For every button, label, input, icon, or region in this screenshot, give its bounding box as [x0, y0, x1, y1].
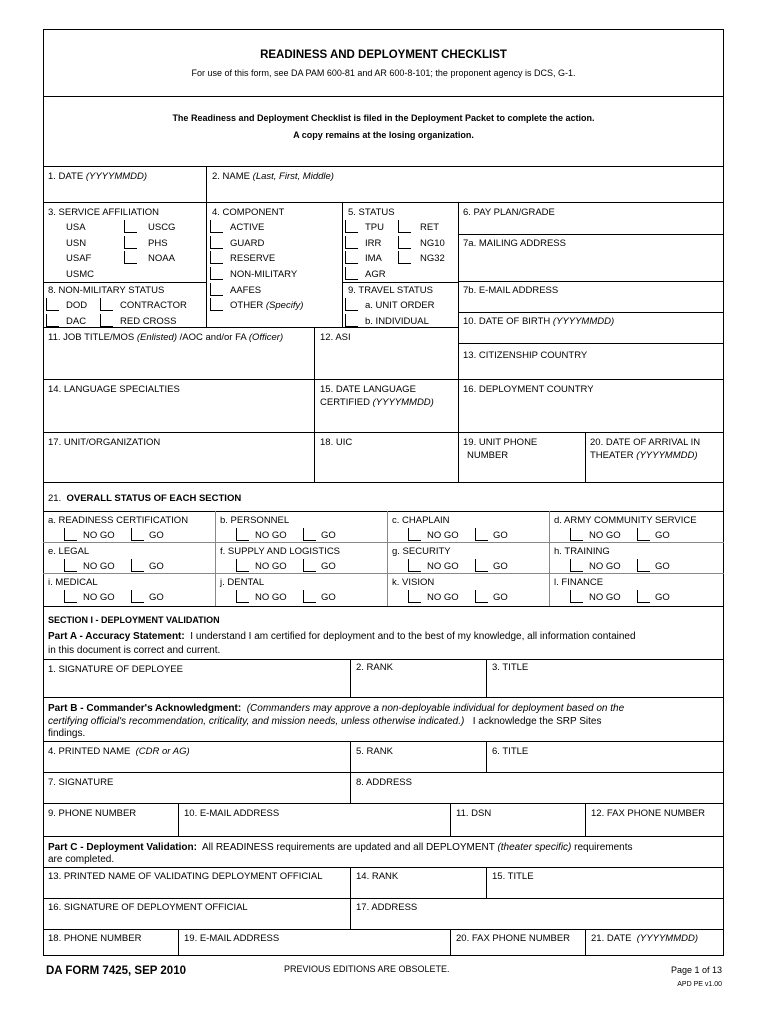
citizenship-label: 13. CITIZENSHIP COUNTRY — [463, 350, 588, 361]
no-go-label: NO GO — [255, 530, 287, 541]
title-15-label: 15. TITLE — [492, 871, 534, 882]
no-go-label: NO GO — [589, 561, 621, 572]
opt-aafes: AAFES — [230, 285, 262, 296]
date-label: 1. DATE (YYYYMMDD) — [48, 171, 148, 182]
email-7b-label: 7b. E-MAIL ADDRESS — [463, 285, 559, 296]
go-checkbox[interactable] — [303, 559, 316, 572]
rank-14-label: 14. RANK — [356, 871, 399, 882]
grid-divider — [43, 542, 724, 543]
signature-7-label: 7. SIGNATURE — [48, 777, 114, 788]
overall-section-label: k. VISION — [392, 577, 435, 588]
language-date-label-2: CERTIFIED (YYYYMMDD) — [320, 397, 434, 408]
opt-irr: IRR — [365, 238, 382, 249]
go-checkbox[interactable] — [475, 528, 488, 541]
asi-label: 12. ASI — [320, 332, 351, 343]
no-go-checkbox[interactable] — [570, 559, 583, 572]
opt-phs: PHS — [148, 238, 168, 249]
no-go-label: NO GO — [589, 592, 621, 603]
agr-checkbox[interactable] — [345, 267, 358, 280]
opt-non-military: NON-MILITARY — [230, 269, 298, 280]
no-go-checkbox[interactable] — [570, 528, 583, 541]
phone-18-label: 18. PHONE NUMBER — [48, 933, 142, 944]
dod-checkbox[interactable] — [46, 298, 59, 311]
go-label: GO — [655, 530, 670, 541]
opt-usmc: USMC — [66, 269, 94, 280]
opt-ng10: NG10 — [420, 238, 445, 249]
grid-column-divider — [549, 511, 550, 606]
opt-ima: IMA — [365, 253, 382, 264]
arrival-label-1: 20. DATE OF ARRIVAL IN — [590, 437, 701, 448]
address-8-label: 8. ADDRESS — [356, 777, 412, 788]
uic-label: 18. UIC — [320, 437, 353, 448]
part-b-statement-2: certifying official's recommendation, criticality, and mission needs, unless otherwise indicated.) I acknowledge the SRP Sites — [48, 716, 602, 727]
overall-section-label: g. SECURITY — [392, 546, 451, 557]
opt-ng32: NG32 — [420, 253, 445, 264]
email-19-label: 19. E-MAIL ADDRESS — [184, 933, 280, 944]
no-go-checkbox[interactable] — [64, 528, 77, 541]
form-subtitle: For use of this form, see DA PAM 600-81 and AR 600-8-101; the proponent agency is DCS, G-1. — [191, 68, 576, 78]
rank-5-label: 5. RANK — [356, 746, 393, 757]
opt-usaf: USAF — [66, 253, 92, 264]
unit-label: 17. UNIT/ORGANIZATION — [48, 437, 161, 448]
individual-checkbox[interactable] — [345, 314, 358, 327]
opt-usn: USN — [66, 238, 87, 249]
dac-checkbox[interactable] — [46, 314, 59, 327]
overall-section-label: l. FINANCE — [554, 577, 604, 588]
opt-dac: DAC — [66, 316, 87, 327]
go-checkbox[interactable] — [637, 590, 650, 603]
signature-16-label: 16. SIGNATURE OF DEPLOYMENT OFFICIAL — [48, 902, 248, 913]
no-go-label: NO GO — [589, 530, 621, 541]
go-checkbox[interactable] — [637, 559, 650, 572]
obsolete-notice: PREVIOUS EDITIONS ARE OBSOLETE. — [284, 964, 450, 974]
go-checkbox[interactable] — [131, 528, 144, 541]
aafes-checkbox[interactable] — [210, 283, 223, 296]
go-label: GO — [149, 592, 164, 603]
no-go-label: NO GO — [427, 561, 459, 572]
go-checkbox[interactable] — [475, 590, 488, 603]
date-21-label: 21. DATE (YYYYMMDD) — [591, 933, 698, 944]
non-military-checkbox[interactable] — [210, 267, 223, 280]
red-cross-checkbox[interactable] — [100, 314, 113, 327]
go-checkbox[interactable] — [131, 590, 144, 603]
overall-section-label: j. DENTAL — [220, 577, 265, 588]
go-label: GO — [321, 561, 336, 572]
page-number: Page 1 of 13 — [670, 965, 722, 975]
overall-section-label: c. CHAPLAIN — [392, 515, 450, 526]
no-go-checkbox[interactable] — [236, 559, 249, 572]
no-go-checkbox[interactable] — [236, 590, 249, 603]
go-label: GO — [493, 592, 508, 603]
fax-20-label: 20. FAX PHONE NUMBER — [456, 933, 571, 944]
usn-checkbox[interactable] — [124, 236, 137, 249]
overall-section-label: d. ARMY COMMUNITY SERVICE — [554, 515, 697, 526]
no-go-checkbox[interactable] — [408, 559, 421, 572]
opt-active: ACTIVE — [230, 222, 265, 233]
status-label: 5. STATUS — [348, 207, 395, 218]
go-checkbox[interactable] — [303, 528, 316, 541]
deployment-country-label: 16. DEPLOYMENT COUNTRY — [463, 384, 594, 395]
go-label: GO — [655, 561, 670, 572]
go-label: GO — [149, 530, 164, 541]
usaf-checkbox[interactable] — [124, 251, 137, 264]
part-c-statement: Part C - Deployment Validation: All READINESS requirements are updated and all DEPLOYMENT (theater specific) requirements — [48, 842, 633, 853]
no-go-checkbox[interactable] — [408, 590, 421, 603]
opt-guard: GUARD — [230, 238, 265, 249]
notice-line-1: The Readiness and Deployment Checklist is filed in the Deployment Packet to complete the action. — [172, 113, 595, 123]
no-go-label: NO GO — [83, 530, 115, 541]
part-c-statement-2: are completed. — [48, 854, 115, 865]
form-id: DA FORM 7425, SEP 2010 — [46, 965, 186, 977]
opt-uscg: USCG — [148, 222, 176, 233]
mailing-address-label: 7a. MAILING ADDRESS — [463, 238, 566, 249]
part-a-statement-2: in this document is correct and current. — [48, 645, 221, 656]
overall-section-label: a. READINESS CERTIFICATION — [48, 515, 189, 526]
no-go-checkbox[interactable] — [408, 528, 421, 541]
printed-name-label: 4. PRINTED NAME (CDR or AG) — [48, 746, 190, 757]
pay-plan-label: 6. PAY PLAN/GRADE — [463, 207, 555, 218]
fax-12-label: 12. FAX PHONE NUMBER — [591, 808, 706, 819]
go-label: GO — [149, 561, 164, 572]
go-checkbox[interactable] — [131, 559, 144, 572]
travel-status-label: 9. TRAVEL STATUS — [348, 285, 433, 296]
opt-contractor: CONTRACTOR — [120, 300, 187, 311]
no-go-label: NO GO — [83, 561, 115, 572]
no-go-label: NO GO — [255, 561, 287, 572]
tpu-checkbox[interactable] — [345, 220, 358, 233]
grid-column-divider — [215, 511, 216, 606]
dsn-11-label: 11. DSN — [456, 808, 492, 819]
go-checkbox[interactable] — [475, 559, 488, 572]
unit-phone-label-1: 19. UNIT PHONE — [463, 437, 538, 448]
language-date-label-1: 15. DATE LANGUAGE — [320, 384, 416, 395]
rank-2-label: 2. RANK — [356, 662, 393, 673]
no-go-label: NO GO — [427, 530, 459, 541]
dob-label: 10. DATE OF BIRTH (YYYYMMDD) — [463, 316, 615, 327]
section-1-title: SECTION I - DEPLOYMENT VALIDATION — [48, 615, 220, 625]
no-go-label: NO GO — [255, 592, 287, 603]
non-military-status-label: 8. NON-MILITARY STATUS — [48, 285, 165, 296]
usa-checkbox[interactable] — [124, 220, 137, 233]
other-checkbox[interactable] — [210, 298, 223, 311]
part-b-statement-3: findings. — [48, 728, 86, 739]
no-go-checkbox[interactable] — [236, 528, 249, 541]
unit-order-checkbox[interactable] — [345, 298, 358, 311]
opt-other: OTHER (Specify) — [230, 300, 304, 311]
no-go-checkbox[interactable] — [64, 590, 77, 603]
opt-usa: USA — [66, 222, 86, 233]
ret-checkbox[interactable] — [398, 220, 411, 233]
overall-section-label: f. SUPPLY AND LOGISTICS — [220, 546, 341, 557]
ima-checkbox[interactable] — [345, 251, 358, 264]
overall-section-label: h. TRAINING — [554, 546, 610, 557]
opt-reserve: RESERVE — [230, 253, 276, 264]
name-field[interactable] — [209, 184, 721, 200]
opt-noaa: NOAA — [148, 253, 175, 264]
title-6-label: 6. TITLE — [492, 746, 529, 757]
notice-line-2: A copy remains at the losing organization. — [293, 130, 474, 140]
guard-checkbox[interactable] — [210, 236, 223, 249]
grid-column-divider — [387, 511, 388, 606]
service-affiliation-label: 3. SERVICE AFFILIATION — [48, 207, 160, 218]
job-title-label: 11. JOB TITLE/MOS (Enlisted) /AOC and/or FA (Officer) — [48, 332, 284, 343]
opt-tpu: TPU — [365, 222, 384, 233]
version-label: APD PE v1.00 — [677, 981, 722, 988]
arrival-label-2: THEATER (YYYYMMDD) — [590, 450, 698, 461]
go-label: GO — [321, 592, 336, 603]
date-field[interactable] — [46, 184, 204, 200]
language-label: 14. LANGUAGE SPECIALTIES — [48, 384, 180, 395]
overall-section-label: e. LEGAL — [48, 546, 90, 557]
go-label: GO — [321, 530, 336, 541]
overall-status-title: 21. OVERALL STATUS OF EACH SECTION — [48, 493, 242, 504]
opt-ret: RET — [420, 222, 439, 233]
no-go-checkbox[interactable] — [570, 590, 583, 603]
active-checkbox[interactable] — [210, 220, 223, 233]
go-label: GO — [493, 530, 508, 541]
go-checkbox[interactable] — [303, 590, 316, 603]
overall-section-label: i. MEDICAL — [48, 577, 98, 588]
opt-individual: b. INDIVIDUAL — [365, 316, 429, 327]
go-checkbox[interactable] — [637, 528, 650, 541]
opt-unit-order: a. UNIT ORDER — [365, 300, 435, 311]
opt-agr: AGR — [365, 269, 386, 280]
grid-divider — [43, 573, 724, 574]
email-10-label: 10. E-MAIL ADDRESS — [184, 808, 280, 819]
reserve-checkbox[interactable] — [210, 251, 223, 264]
ng10-checkbox[interactable] — [398, 236, 411, 249]
part-a-statement: Part A - Accuracy Statement: I understand I am certified for deployment and to the best of my knowledge, all information contained — [48, 631, 636, 642]
go-label: GO — [493, 561, 508, 572]
irr-checkbox[interactable] — [345, 236, 358, 249]
unit-phone-label-2: NUMBER — [467, 450, 509, 461]
form-title: READINESS AND DEPLOYMENT CHECKLIST — [260, 49, 507, 61]
contractor-checkbox[interactable] — [100, 298, 113, 311]
overall-section-label: b. PERSONNEL — [220, 515, 290, 526]
title-3-label: 3. TITLE — [492, 662, 529, 673]
ng32-checkbox[interactable] — [398, 251, 411, 264]
sig-deployee-label: 1. SIGNATURE OF DEPLOYEE — [48, 664, 183, 675]
name-label: 2. NAME (Last, First, Middle) — [212, 171, 334, 182]
opt-dod: DOD — [66, 300, 88, 311]
go-label: GO — [655, 592, 670, 603]
no-go-label: NO GO — [83, 592, 115, 603]
printed-13-label: 13. PRINTED NAME OF VALIDATING DEPLOYMENT OFFICIAL — [48, 871, 323, 882]
phone-9-label: 9. PHONE NUMBER — [48, 808, 137, 819]
no-go-label: NO GO — [427, 592, 459, 603]
part-b-statement: Part B - Commander's Acknowledgment: (Commanders may approve a non-deployable individual for deployment based on the — [48, 703, 625, 714]
address-17-label: 17. ADDRESS — [356, 902, 418, 913]
no-go-checkbox[interactable] — [64, 559, 77, 572]
opt-red-cross: RED CROSS — [120, 316, 177, 327]
component-label: 4. COMPONENT — [212, 207, 285, 218]
